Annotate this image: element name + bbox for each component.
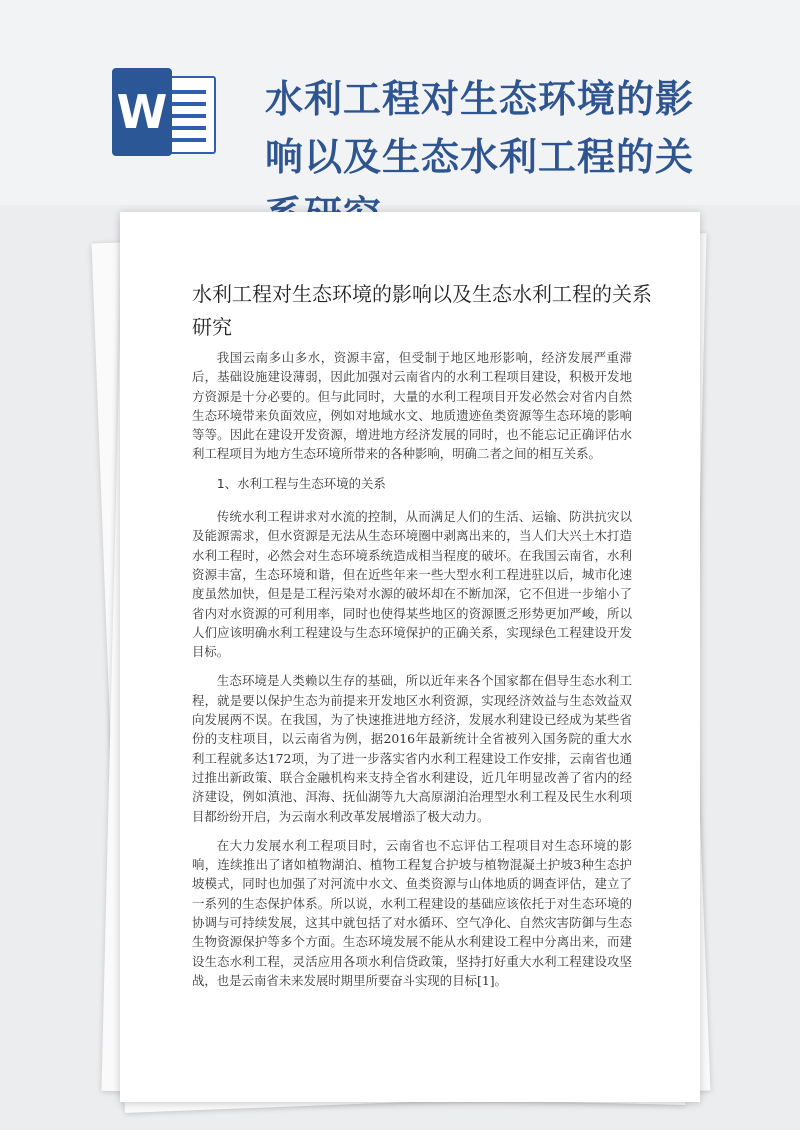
header-title: 水利工程对生态环境的影响以及生态水利工程的关 [265, 76, 695, 179]
document-title: 水利工程对生态环境的影响以及生态水利工程的关系研究 [192, 282, 652, 339]
document-page [120, 212, 700, 1102]
header-banner [0, 0, 800, 205]
text-line-icon [172, 90, 206, 94]
word-document-icon [112, 68, 216, 156]
text-line-icon [172, 126, 206, 130]
paragraph: 传统水利工程讲求对水流的控制，从而满足人们的生活、运输、防洪抗灾以及能源需求，但水资源是无法从生态环境圈中剥离出来的，当人们大兴土木打造水利工程时，必然会对生态环境系统造成相当程度的破坏。在我国云南省，水利资源丰富，生态环境和谐，但在近些年来一些大型水利工程进驻以后，城市化速度虽然加快，但是是工程污染对水源的破坏却在不断加深，它不但进一步缩小了省内对水资源的可利用率，同时也使得某些地区的资源匮乏形势更加严峻，所以人们应该明确水利工程建设与生态环境保护的正确关系，实现绿色工程建设开发目标。 [192, 509, 632, 660]
paragraph: 在大力发展水利工程项目时，云南省也不忘评估工程项目对生态环境的影响，连续推出了诸如植物湖泊、植物工程复合护坡与植物混凝土护坡3种生态护坡模式，同时也加强了对河流中水文、鱼类资源与山体地质的调查评估，建立了一系列的生态保护体系。所以说，水利工程建设的基础应该依托于对生态环境的协调与可持续发展，这其中就包括了对水循环、空气净化、自然灾害防御与生态生物资源保护等多个方面。生态环境发展不能从水利建设工程中分离出来，而建设生态水利工程，灵活应用各项水利信贷政策，坚持打好重大水利工程建设攻坚战，也是云南省未来发展时期里所要奋斗实现的目标[1]。 [192, 837, 632, 988]
section-heading: 1、水利工程与生态环境的关系 [216, 475, 386, 491]
paragraph: 生态环境是人类赖以生存的基础，所以近年来各个国家都在倡导生态水利工程，就是要以保护生态为前提来开发地区水利资源，实现经济效益与生态效益双向发展两不误。在我国，为了快速推进地方经济，发展水利建设已经成为某些省份的支柱项目，以云南省为例，据2016年最新统计全省被列入国务院的重大水利工程就多达172项，为了进一步落实省内水利工程建设工作安排，云南省也通过推出新政策、联合金融机构来支持全省水利建设，近几年明显改善了省内的经济建设，例如滇池、洱海、抚仙湖等九大高原湖泊治理型水利工程及民生水利项目都纷纷开启，为云南水利改革发展增添了极大动力。 [192, 673, 632, 824]
text-line-icon [172, 102, 206, 106]
word-logo-letter: W [112, 68, 172, 156]
text-line-icon [172, 114, 206, 118]
paragraph: 我国云南多山多水，资源丰富，但受制于地区地形影响，经济发展严重滞后，基础设施建设薄弱，因此加强对云南省内的水利工程项目建设，积极开发地方资源是十分必要的。但与此同时，大量的水利工程项目开发必然会对省内自然生态环境带来负面效应，例如对地域水文、地质遗迹鱼类资源等生态环境的影响等等。因此在建设开发资源，增进地方经济发展的同时，也不能忘记正确评估水利工程项目为地方生态环境所带来的各种影响，明确二者之间的相互关系。 [192, 350, 632, 462]
document-body [192, 348, 632, 1000]
text-line-icon [172, 138, 206, 142]
